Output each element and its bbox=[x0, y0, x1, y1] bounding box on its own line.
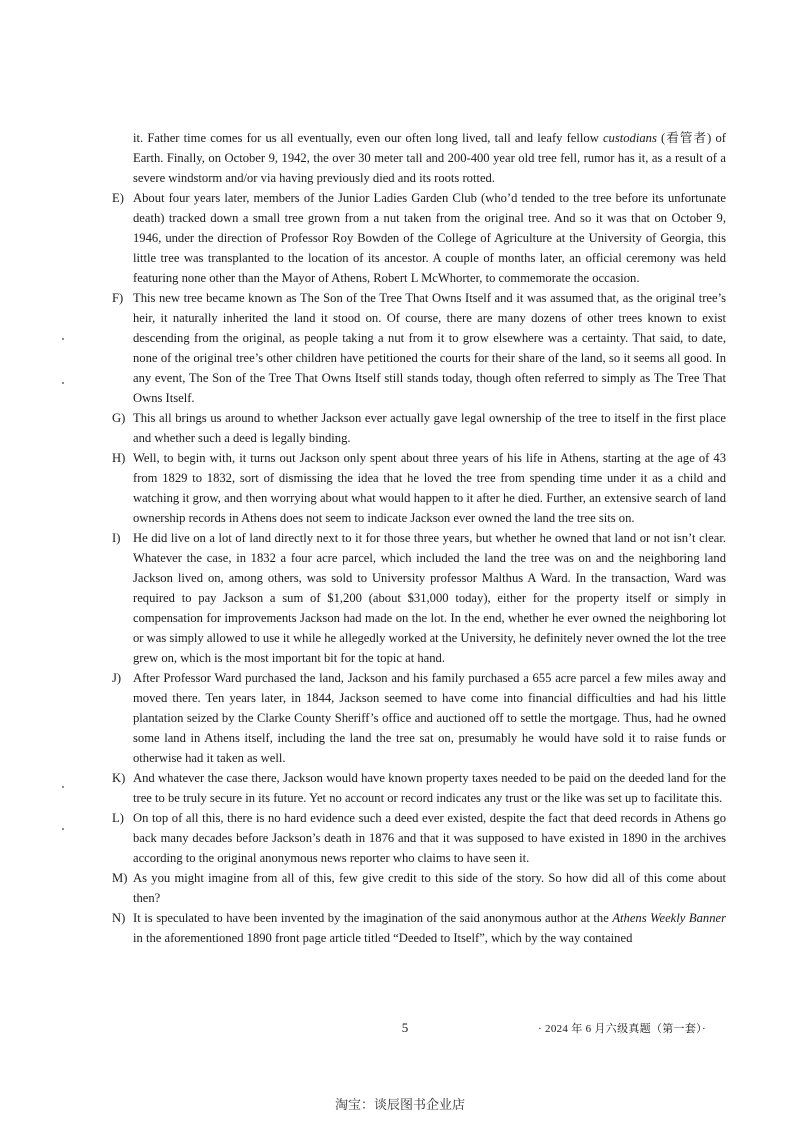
newspaper-name: Athens Weekly Banner bbox=[612, 911, 726, 925]
paragraph-K bbox=[112, 768, 726, 808]
scan-speck bbox=[62, 382, 64, 384]
paragraph-text: Well, to begin with, it turns out Jackson only spent about three years of his life in Athens, starting at the age of 43 from 1829 to 1832, sort of dismissing the idea that he loved the tree from spending time under it as a child and watching it grow, and then worrying about what would happen to it after he died. Further, an extensive search of land ownership records in Athens does not seem to indicate Jackson ever owned the land the tree sits on. bbox=[133, 451, 726, 525]
continued-paragraph bbox=[112, 128, 726, 188]
paragraph-label: I) bbox=[112, 531, 121, 545]
paragraph-L bbox=[112, 808, 726, 868]
paragraph-label: K) bbox=[112, 771, 126, 785]
paragraph-label: L) bbox=[112, 811, 124, 825]
paragraph-E bbox=[112, 188, 726, 288]
paragraph-N-text: It is speculated to have been invented by the imagination of the said anonymous author at the bbox=[133, 911, 613, 925]
paragraph-N bbox=[112, 908, 726, 948]
paragraph-text: About four years later, members of the Junior Ladies Garden Club (who’d tended to the tree before its unfortunate death) tracked down a small tree grown from a nut taken from the original tree. And so it was that on October 9, 1946, under the direction of Professor Roy Bowden of the College of Agriculture at the University of Georgia, this little tree was transplanted to the location of its ancestor. A couple of months later, an official ceremony was held featuring none other than the Mayor of Athens, Robert L McWhorter, to commemorate the occasion. bbox=[133, 191, 726, 285]
custodians-term: custodians bbox=[602, 131, 657, 145]
paragraph-text bbox=[133, 908, 726, 948]
intro-text-end: of Earth. Finally, on October 9, 1942, the over 30 meter tall and 200-400 year old tree fell, rumor has it, as a result of a severe windstorm and/or via having previously died and its roots rotted. bbox=[133, 131, 726, 185]
exam-label: · 2024 年 6 月六级真题（第一套）· bbox=[538, 1023, 706, 1035]
scan-speck bbox=[62, 786, 64, 788]
term-gloss: (看管者) bbox=[656, 131, 712, 145]
paragraph-label: H) bbox=[112, 451, 126, 465]
paragraph-text: On top of all this, there is no hard evidence such a deed ever existed, despite the fact that deed records in Athens go back many decades before Jackson’s death in 1876 and that it was supposed to have existed in 1890 in the archives according to the original anonymous news reporter who claims to have seen it. bbox=[133, 811, 726, 865]
paragraph-text: As you might imagine from all of this, few give credit to this side of the story. So how did all of this come about then? bbox=[133, 871, 726, 905]
page-number: 5 bbox=[401, 1020, 409, 1035]
paragraph-text: This new tree became known as The Son of the Tree That Owns Itself and it was assumed that, as the original tree’s heir, it naturally inherited the land it stood on. Of course, there are many dozens of other trees known to exist descending from the original, as people taking a nut from it to grow elsewhere was a certainty. That said, to date, none of the original tree’s other children have petitioned the courts for their share of the land, so it seems all good. In any event, The Son of the Tree That Owns Itself still stands today, though often referred to simply as The Tree That Owns Itself. bbox=[133, 291, 726, 405]
paragraph-label: E) bbox=[112, 191, 124, 205]
footer-shop-text: 淘宝：谈辰图书企业店 bbox=[334, 1097, 465, 1112]
scan-speck bbox=[62, 338, 64, 340]
paragraph-G bbox=[112, 408, 726, 448]
paragraph-label: F) bbox=[112, 291, 124, 305]
scan-speck bbox=[62, 828, 64, 830]
article-body bbox=[112, 128, 726, 948]
paragraph-H bbox=[112, 448, 726, 528]
paragraph-text: He did live on a lot of land directly next to it for those three years, but whether he owned that land or not isn’t clear. Whatever the case, in 1832 a four acre parcel, which included the land the tree was on and the neighboring land Jackson lived on, among others, was sold to University professor Malthus A Ward. In the transaction, Ward was required to pay Jackson a sum of $1,200 (about $31,000 today), either for the property itself or simply in compensation for improvements Jackson had made on the lot. In the end, whether he ever owned the neighboring lot or was simply allowed to use it while he allegedly worked at the University, he definitely never owned the lot the tree grew on, which is the most important bit for the topic at hand. bbox=[133, 531, 726, 665]
paragraph-label: N) bbox=[112, 911, 126, 925]
paragraph-label: G) bbox=[112, 411, 126, 425]
paragraph-J bbox=[112, 668, 726, 768]
paragraph-I bbox=[112, 528, 726, 668]
paragraph-text: This all brings us around to whether Jackson ever actually gave legal ownership of the tree to itself in the first place and whether such a deed is legally binding. bbox=[133, 411, 726, 445]
paragraph-F bbox=[112, 288, 726, 408]
paragraph-text: After Professor Ward purchased the land, Jackson and his family purchased a 655 acre parcel a few miles away and moved there. Ten years later, in 1844, Jackson seemed to have come into financial difficulties and had his little plantation seized by the Clarke County Sheriff’s office and auctioned off to settle the mortgage. Thus, had he owned some land in Athens itself, including the land the tree sat on, presumably he would have sold it to raise funds or otherwise had it taken as well. bbox=[133, 671, 726, 765]
paragraph-text: And whatever the case there, Jackson would have known property taxes needed to be paid on the deeded land for the tree to be truly secure in its future. Yet no account or record indicates any trust or the like was set up to facilitate this. bbox=[133, 771, 726, 805]
paragraph-list bbox=[112, 188, 726, 908]
paragraph-label: M) bbox=[112, 871, 128, 885]
intro-text: it. Father time comes for us all eventually, even our often long lived, tall and leafy fellow bbox=[133, 131, 603, 145]
paragraph-N-text-end: in the aforementioned 1890 front page article titled “Deeded to Itself”, which by the way contained bbox=[133, 931, 633, 945]
paragraph-M bbox=[112, 868, 726, 908]
paragraph-label: J) bbox=[112, 671, 122, 685]
